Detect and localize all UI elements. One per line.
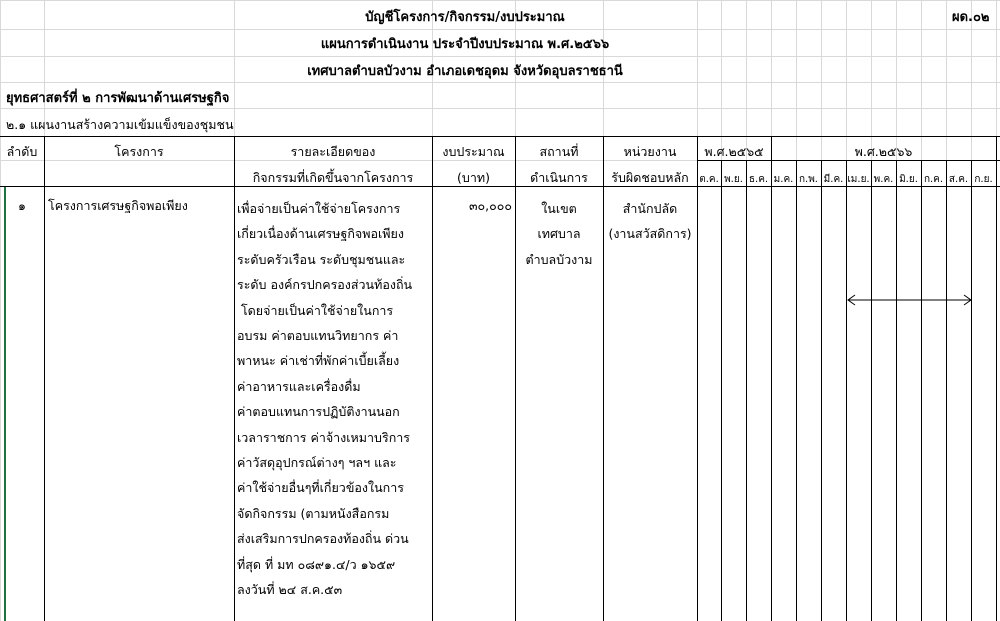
detail-line: เวลาราชการ ค่าจ้างเหมาบริการ: [237, 429, 411, 445]
row-budget: ๓๐,๐๐๐: [468, 198, 512, 213]
detail-line: ค่าอาหารและเครื่องดื่ม: [237, 378, 361, 394]
place-line: เทศบาล: [537, 226, 581, 242]
month-oct: ต.ค.: [699, 174, 719, 185]
detail-line: ที่สุด ที่ มท ๐๘๙๑.๔/ว ๑๖๕๙: [237, 556, 396, 572]
strategy-label: ยุทธศาสตร์ที่ ๒ การพัฒนาด้านเศรษฐกิจ: [6, 91, 230, 106]
agency-line: (งานสวัสดิการ): [608, 226, 692, 242]
month-nov: พ.ย.: [724, 174, 743, 185]
month-aug: ส.ค.: [948, 174, 969, 185]
form-code: ผด.๐๒: [952, 10, 990, 25]
month-dec: ธ.ค.: [748, 174, 769, 185]
header-project: โครงการ: [114, 144, 164, 159]
row-agency: [603, 196, 697, 247]
row-detail: [237, 196, 432, 603]
header-agency-2: รับผิดชอบหลัก: [611, 170, 689, 185]
plan-title: แผนการดำเนินงาน ประจำปีงบประมาณ พ.ศ.๒๕๖๖: [320, 37, 610, 52]
detail-line: โดยจ่ายเป็นค่าใช้จ่ายในการ: [237, 302, 394, 318]
detail-line: ลงวันที่ ๒๔ ส.ค.๕๓: [237, 582, 343, 598]
detail-line: เพื่อจ่ายเป็นค่าใช้จ่ายโครงการ: [237, 201, 401, 216]
plan-label: ๒.๑ แผนงานสร้างความเข้มแข็งของชุมชน: [6, 117, 234, 132]
document-title: บัญชีโครงการ/กิจกรรม/งบประมาณ: [365, 10, 565, 25]
header-place-1: สถานที่: [539, 144, 579, 159]
header-seq: ลำดับ: [6, 144, 38, 159]
detail-line: ค่าวัสดุอุปกรณ์ต่างๆ ฯลฯ และ: [237, 455, 397, 471]
schedule-arrow: [846, 292, 976, 308]
month-feb: ก.พ.: [798, 174, 818, 185]
month-jun: มิ.ย.: [899, 174, 918, 185]
detail-line: อบรม ค่าตอบแทนวิทยากร ค่า: [237, 328, 399, 344]
month-mar: มี.ค.: [823, 174, 844, 185]
detail-line: ระดับ องค์กรปกครองส่วนท้องถิ่น: [237, 277, 413, 293]
detail-line: ค่าใช้จ่ายอื่นๆที่เกี่ยวข้องในการ: [237, 480, 404, 496]
header-detail-1: รายละเอียดของ: [290, 144, 376, 159]
row-seq: ๑: [18, 198, 26, 213]
header-year-2565: พ.ศ.๒๕๖๕: [704, 144, 764, 159]
agency-line: สำนักปลัด: [622, 201, 678, 216]
month-may: พ.ค.: [873, 174, 894, 185]
month-jul: ก.ค.: [923, 174, 944, 185]
month-sep: ก.ย.: [974, 174, 993, 185]
header-budget-1: งบประมาณ: [442, 144, 505, 159]
month-apr: เม.ย.: [847, 174, 870, 185]
detail-line: ระดับครัวเรือน ระดับชุมชนและ: [237, 251, 406, 267]
detail-line: จัดกิจกรรม (ตามหนังสือกรม: [237, 505, 390, 521]
place-line: ตำบลบัวงาม: [525, 251, 593, 267]
organization-title: เทศบาลตำบลบัวงาม อำเภอเดชอุดม จังหวัดอุบลราชธานี: [307, 64, 623, 79]
header-budget-2: (บาท): [457, 170, 490, 185]
place-line: ในเขต: [541, 201, 577, 216]
header-place-2: ดำเนินการ: [530, 170, 588, 185]
header-year-2566: พ.ศ.๒๕๖๖: [854, 144, 913, 159]
active-cell-indicator: [4, 187, 6, 621]
row-place: [515, 196, 603, 272]
month-jan: ม.ค.: [773, 174, 794, 185]
header-agency-1: หน่วยงาน: [623, 144, 677, 159]
detail-line: ค่าตอบแทนการปฏิบัติงานนอก: [237, 404, 400, 420]
header-detail-2: กิจกรรมที่เกิดขึ้นจากโครงการ: [252, 170, 414, 185]
row-project: โครงการเศรษฐกิจพอเพียง: [48, 198, 188, 213]
detail-line: พาหนะ ค่าเช่าที่พักค่าเบี้ยเลี้ยง: [237, 353, 400, 369]
detail-line: เกี่ยวเนื่องด้านเศรษฐกิจพอเพียง: [237, 226, 404, 242]
detail-line: ส่งเสริมการปกครองท้องถิ่น ด่วน: [237, 531, 409, 547]
